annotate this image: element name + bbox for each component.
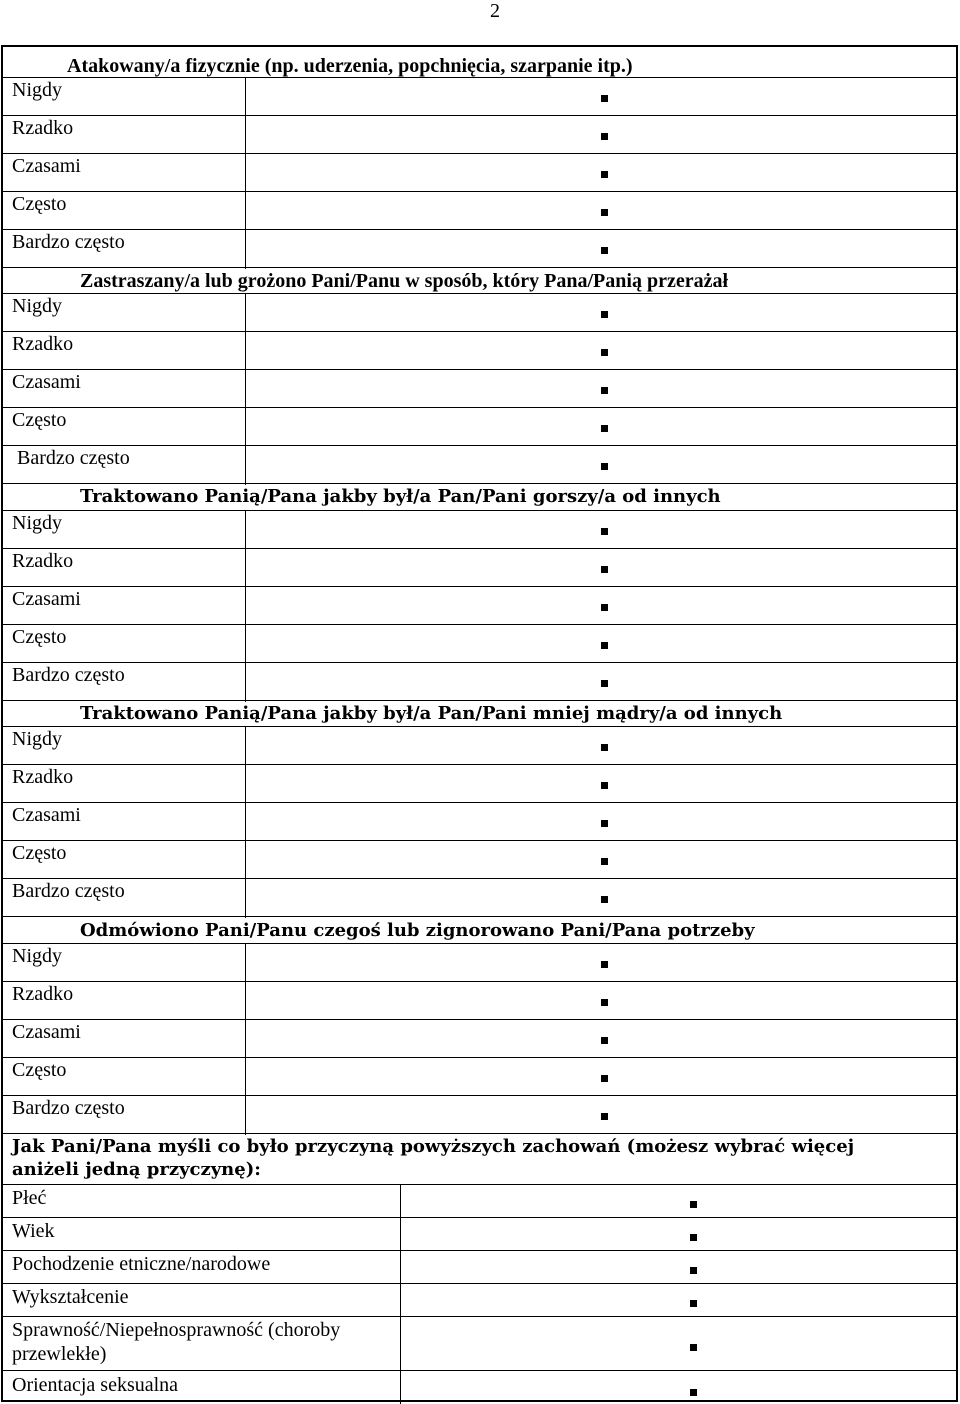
reasons-options: [3, 1184, 956, 1404]
reason-label: Płeć: [12, 1187, 47, 1209]
checkbox[interactable]: [601, 896, 608, 903]
option-label: Czasami: [12, 588, 81, 610]
option-label: Rzadko: [12, 550, 74, 572]
reasons-title: Jak Pani/Pana myśli co było przyczyną powyższych zachowań (możesz wybrać więcej aniżeli jedną przyczynę):: [12, 1136, 855, 1180]
reason-label: Sprawność/Niepełnosprawność (choroby przewlekłe): [12, 1319, 341, 1365]
option-label: Czasami: [12, 804, 81, 826]
checkbox[interactable]: [601, 642, 608, 649]
option-label: Bardzo często: [12, 880, 125, 902]
checkbox[interactable]: [601, 566, 608, 573]
reason-label: Pochodzenie etniczne/narodowe: [12, 1253, 271, 1275]
reason-label: Wiek: [12, 1220, 55, 1242]
checkbox[interactable]: [601, 744, 608, 751]
checkbox[interactable]: [601, 528, 608, 535]
page-number: 2: [490, 0, 500, 22]
checkbox[interactable]: [690, 1267, 697, 1274]
checkbox[interactable]: [601, 782, 608, 789]
option-label: Często: [12, 409, 67, 431]
checkbox[interactable]: [601, 209, 608, 216]
option-label: Bardzo często: [12, 664, 125, 686]
question-title: Zastraszany/a lub grożono Pani/Panu w sposób, który Pana/Panią przerażał: [80, 270, 729, 292]
checkbox[interactable]: [601, 680, 608, 687]
option-label: Nigdy: [12, 79, 62, 101]
checkbox[interactable]: [601, 95, 608, 102]
checkbox[interactable]: [601, 133, 608, 140]
option-label: Rzadko: [12, 983, 74, 1005]
question-options: [3, 293, 956, 485]
checkbox[interactable]: [601, 425, 608, 432]
checkbox[interactable]: [601, 1037, 608, 1044]
option-label: Często: [12, 842, 67, 864]
option-label: Często: [12, 1059, 67, 1081]
question-options: [3, 77, 956, 269]
question-title: Atakowany/a fizycznie (np. uderzenia, popchnięcia, szarpanie itp.): [67, 55, 633, 77]
checkbox[interactable]: [690, 1389, 697, 1396]
checkbox[interactable]: [690, 1300, 697, 1307]
checkbox[interactable]: [601, 858, 608, 865]
option-label: Rzadko: [12, 766, 74, 788]
option-label: Często: [12, 193, 67, 215]
survey-form: [1, 45, 958, 1402]
question-title: Traktowano Panią/Pana jakby był/a Pan/Pani mniej mądry/a od innych: [80, 703, 783, 724]
checkbox[interactable]: [601, 247, 608, 254]
option-label: Nigdy: [12, 512, 62, 534]
question-title: Traktowano Panią/Pana jakby był/a Pan/Pani gorszy/a od innych: [80, 486, 721, 507]
checkbox[interactable]: [601, 604, 608, 611]
reason-label: Wykształcenie: [12, 1286, 129, 1308]
question-options: [3, 726, 956, 918]
checkbox[interactable]: [601, 999, 608, 1006]
option-label: Często: [12, 626, 67, 648]
checkbox[interactable]: [601, 311, 608, 318]
checkbox[interactable]: [601, 961, 608, 968]
option-label: Nigdy: [12, 295, 62, 317]
checkbox[interactable]: [601, 1075, 608, 1082]
option-label: Czasami: [12, 155, 81, 177]
checkbox[interactable]: [601, 387, 608, 394]
option-label: Nigdy: [12, 728, 62, 750]
option-label: Bardzo często: [12, 231, 125, 253]
question-options: [3, 943, 956, 1135]
option-label: Czasami: [12, 371, 81, 393]
option-label: Czasami: [12, 1021, 81, 1043]
question-options: [3, 510, 956, 702]
question-title: Odmówiono Pani/Panu czegoś lub zignorowano Pani/Pana potrzeby: [80, 920, 755, 941]
option-label: Bardzo często: [12, 1097, 125, 1119]
checkbox[interactable]: [601, 463, 608, 470]
reason-label: Orientacja seksualna: [12, 1374, 179, 1396]
checkbox[interactable]: [690, 1234, 697, 1241]
checkbox[interactable]: [601, 349, 608, 356]
checkbox[interactable]: [601, 171, 608, 178]
checkbox[interactable]: [601, 1113, 608, 1120]
option-label: Rzadko: [12, 333, 74, 355]
option-label: Nigdy: [12, 945, 62, 967]
option-label: Rzadko: [12, 117, 74, 139]
option-label: Bardzo często: [17, 447, 130, 469]
checkbox[interactable]: [690, 1344, 697, 1351]
checkbox[interactable]: [690, 1201, 697, 1208]
checkbox[interactable]: [601, 820, 608, 827]
